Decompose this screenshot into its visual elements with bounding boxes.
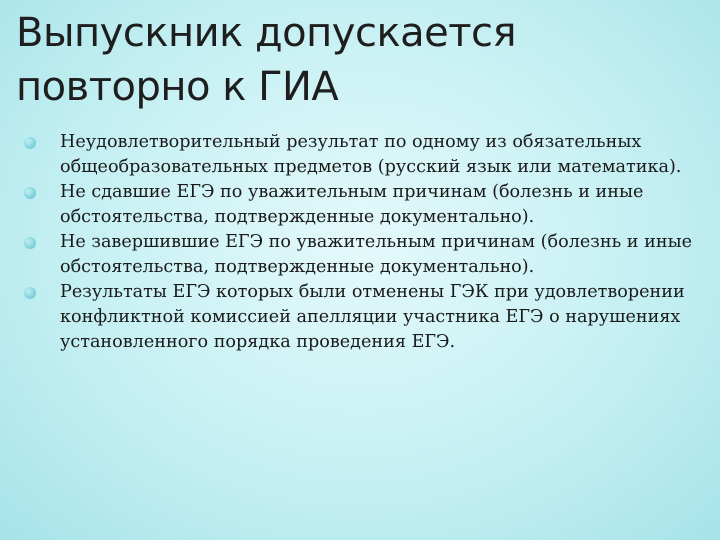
bullet-text-2: Не сдавшие ЕГЭ по уважительным причинам (болезнь и иные обстоятельства, подтвержденные документально). xyxy=(60,182,644,227)
bullet-item-1 xyxy=(20,130,700,180)
circle-bullet-icon xyxy=(24,187,36,199)
bullet-item-3 xyxy=(20,230,700,280)
bullet-item-2 xyxy=(20,180,700,230)
bullet-item-4 xyxy=(20,280,700,355)
bullet-list xyxy=(20,130,700,355)
bullet-text-3: Не завершившие ЕГЭ по уважительным причинам (болезнь и иные обстоятельства, подтвержденные документально). xyxy=(60,232,692,277)
title-line-2: повторно к ГИА xyxy=(16,64,339,110)
circle-bullet-icon xyxy=(24,287,36,299)
title-line-1: Выпускник допускается xyxy=(16,10,517,56)
bullet-text-4: Результаты ЕГЭ которых были отменены ГЭК при удовлетворении конфликтной комиссией апелляции участника ЕГЭ о нарушениях установленного порядка проведения ЕГЭ. xyxy=(60,282,685,352)
slide-title xyxy=(16,6,616,114)
circle-bullet-icon xyxy=(24,237,36,249)
bullet-text-1: Неудовлетворительный результат по одному из обязательных общеобразовательных предметов (русский язык или математика). xyxy=(60,132,682,177)
circle-bullet-icon xyxy=(24,137,36,149)
